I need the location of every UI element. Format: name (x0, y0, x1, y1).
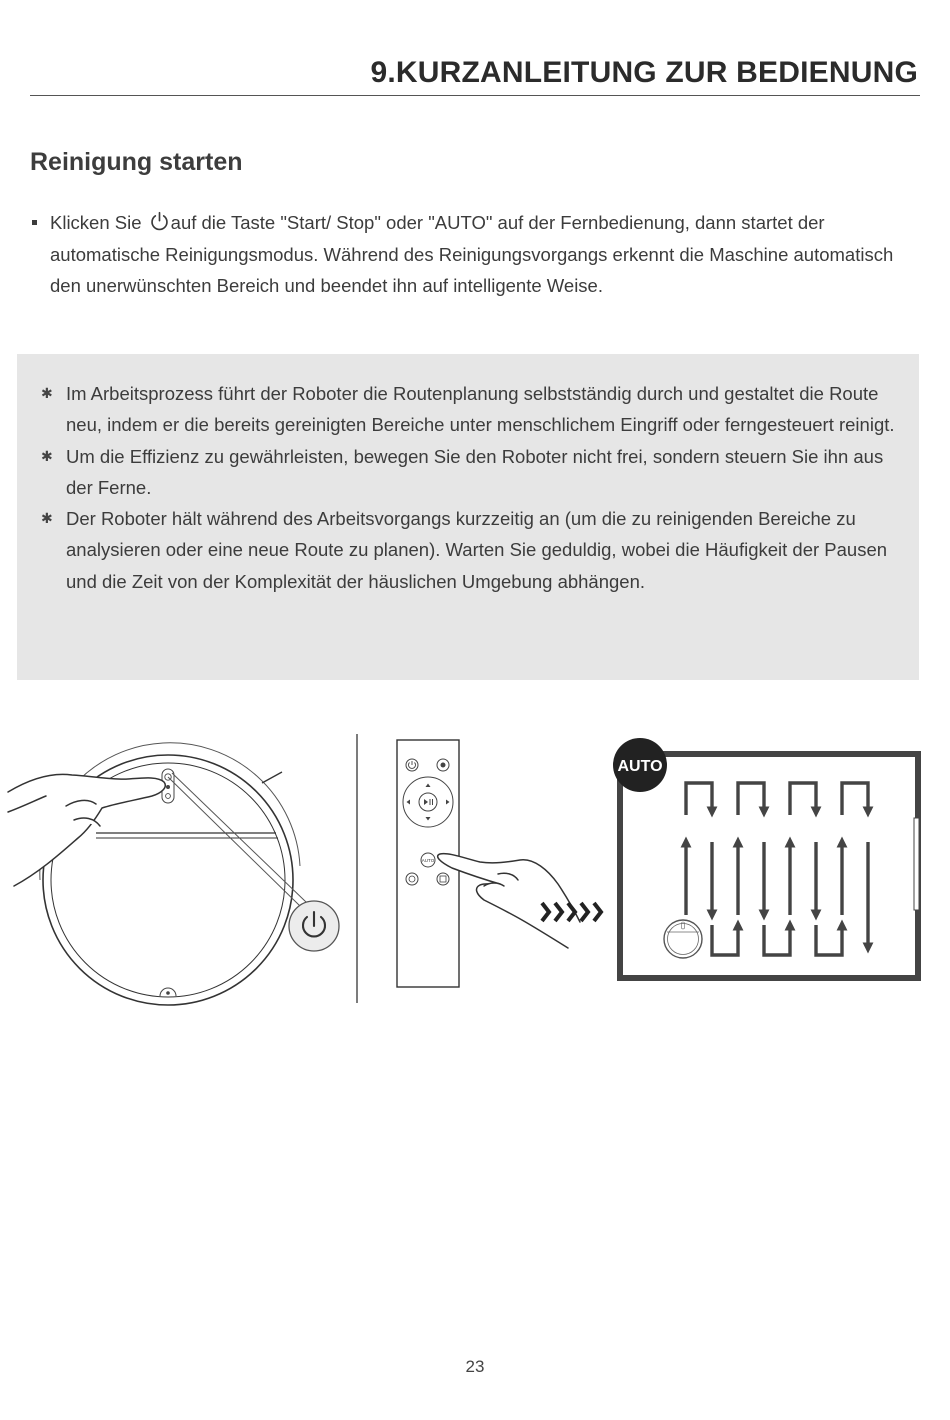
intro-text-start: Klicken Sie (50, 212, 147, 233)
note-item (41, 378, 901, 441)
note-text: Im Arbeitsprozess führt der Roboter die Routenplanung selbstständig durch und gestaltet die Route neu, indem er die bereits gereinigten Bereiche unter menschlichem Eingriff oder ferngesteuert reinigt. (66, 383, 895, 436)
intro-text-end: auf die Taste "Start/ Stop" oder "AUTO" auf der Fernbedienung, dann startet der automatische Reinigungsmodus. Während des Reinigungsvorgangs erkennt die Maschine automatisch den unerwünschten Bereich und beendet ihn auf intelligente Weise. (50, 212, 894, 296)
section-heading: Reinigung starten (30, 148, 243, 176)
room-cleaning-path (613, 738, 919, 978)
note-text: Um die Effizienz zu gewährleisten, bewegen Sie den Roboter nicht frei, sondern steuern Sie ihn aus der Ferne. (66, 445, 884, 498)
asterisk-bullet-icon: ✱ (41, 385, 53, 401)
note-item (41, 503, 901, 597)
header-divider (30, 95, 920, 96)
note-item (41, 441, 901, 504)
notes-list (41, 378, 901, 597)
square-bullet-icon (32, 220, 37, 225)
power-icon (149, 211, 170, 232)
auto-badge (613, 738, 667, 792)
note-text: Der Roboter hält während des Arbeitsvorgangs kurzzeitig an (um die zu reinigenden Bereiche zu analysieren oder eine neue Route zu planen). Warten Sie geduldig, wobei die Häufigkeit der Pausen und die Zeit von der Komplexität der häuslichen Umgebung abhängen. (66, 508, 888, 592)
operation-illustration (0, 725, 950, 1015)
power-button-zoom (289, 901, 339, 951)
page-number: 23 (465, 1357, 485, 1376)
auto-badge-label: AUTO (617, 758, 663, 775)
asterisk-bullet-icon: ✱ (41, 510, 53, 527)
notes-box (17, 354, 919, 680)
remote-auto-label: AUTO (421, 857, 435, 863)
page-title: 9.KURZANLEITUNG ZUR BEDIENUNG (370, 56, 918, 89)
asterisk-bullet-icon: ✱ (41, 447, 53, 464)
intro-paragraph (30, 207, 910, 302)
intro-text (50, 207, 910, 302)
mini-robot-icon (664, 920, 702, 958)
